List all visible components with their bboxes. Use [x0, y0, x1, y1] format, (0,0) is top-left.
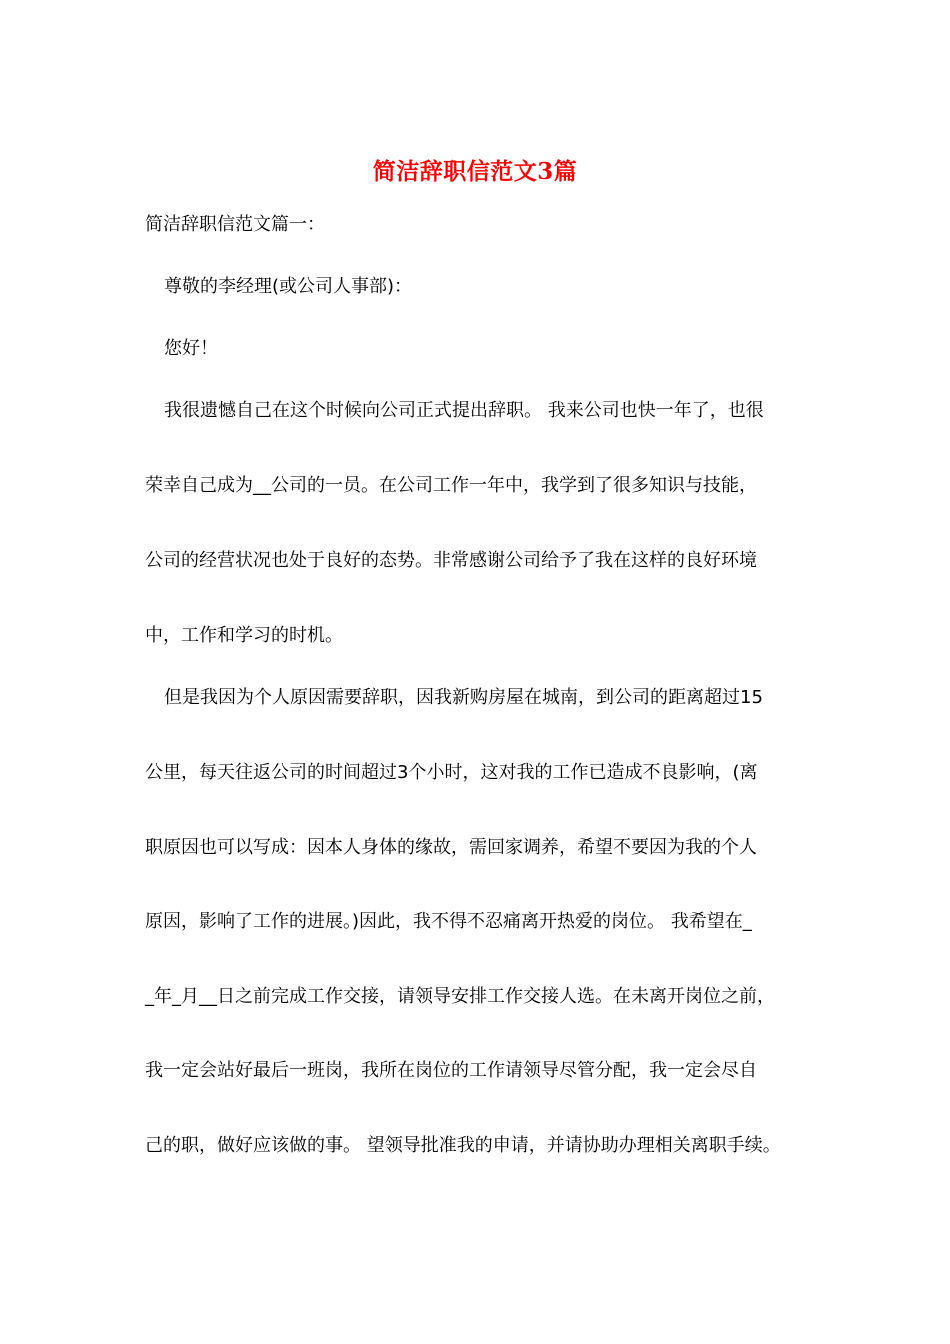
- body-line: 公司的经营状况也处于良好的态势。非常感谢公司给予了我在这样的良好环境: [145, 550, 757, 571]
- body-line: 我很遗憾自己在这个时候向公司正式提出辞职。 我来公司也快一年了，也很: [164, 400, 764, 421]
- salutation: 尊敬的李经理(或公司人事部)：: [164, 276, 413, 297]
- greeting: 您好！: [164, 338, 218, 359]
- body-line: 中，工作和学习的时机。: [145, 625, 343, 646]
- section-heading: 简洁辞职信范文篇一：: [145, 214, 325, 235]
- body-line: 我一定会站好最后一班岗，我所在岗位的工作请领导尽管分配，我一定会尽自: [145, 1060, 757, 1081]
- body-line: _年_月__日之前完成工作交接，请领导安排工作交接人选。在未离开岗位之前，: [145, 986, 775, 1007]
- body-line: 但是我因为个人原因需要辞职，因我新购房屋在城南，到公司的距离超过15: [164, 687, 763, 708]
- body-line: 公里，每天往返公司的时间超过3个小时，这对我的工作已造成不良影响，(离: [145, 762, 758, 783]
- body-line: 职原因也可以写成：因本人身体的缘故，需回家调养，希望不要因为我的个人: [145, 837, 757, 858]
- body-line: 原因，影响了工作的进展。)因此，我不得不忍痛离开热爱的岗位。 我希望在_: [145, 911, 752, 932]
- body-line: 荣幸自己成为__公司的一员。在公司工作一年中，我学到了很多知识与技能，: [145, 475, 757, 496]
- document-title: 简洁辞职信范文3篇: [372, 158, 578, 185]
- body-line: 己的职，做好应该做的事。 望领导批准我的申请，并请协助办理相关离职手续。: [145, 1135, 781, 1156]
